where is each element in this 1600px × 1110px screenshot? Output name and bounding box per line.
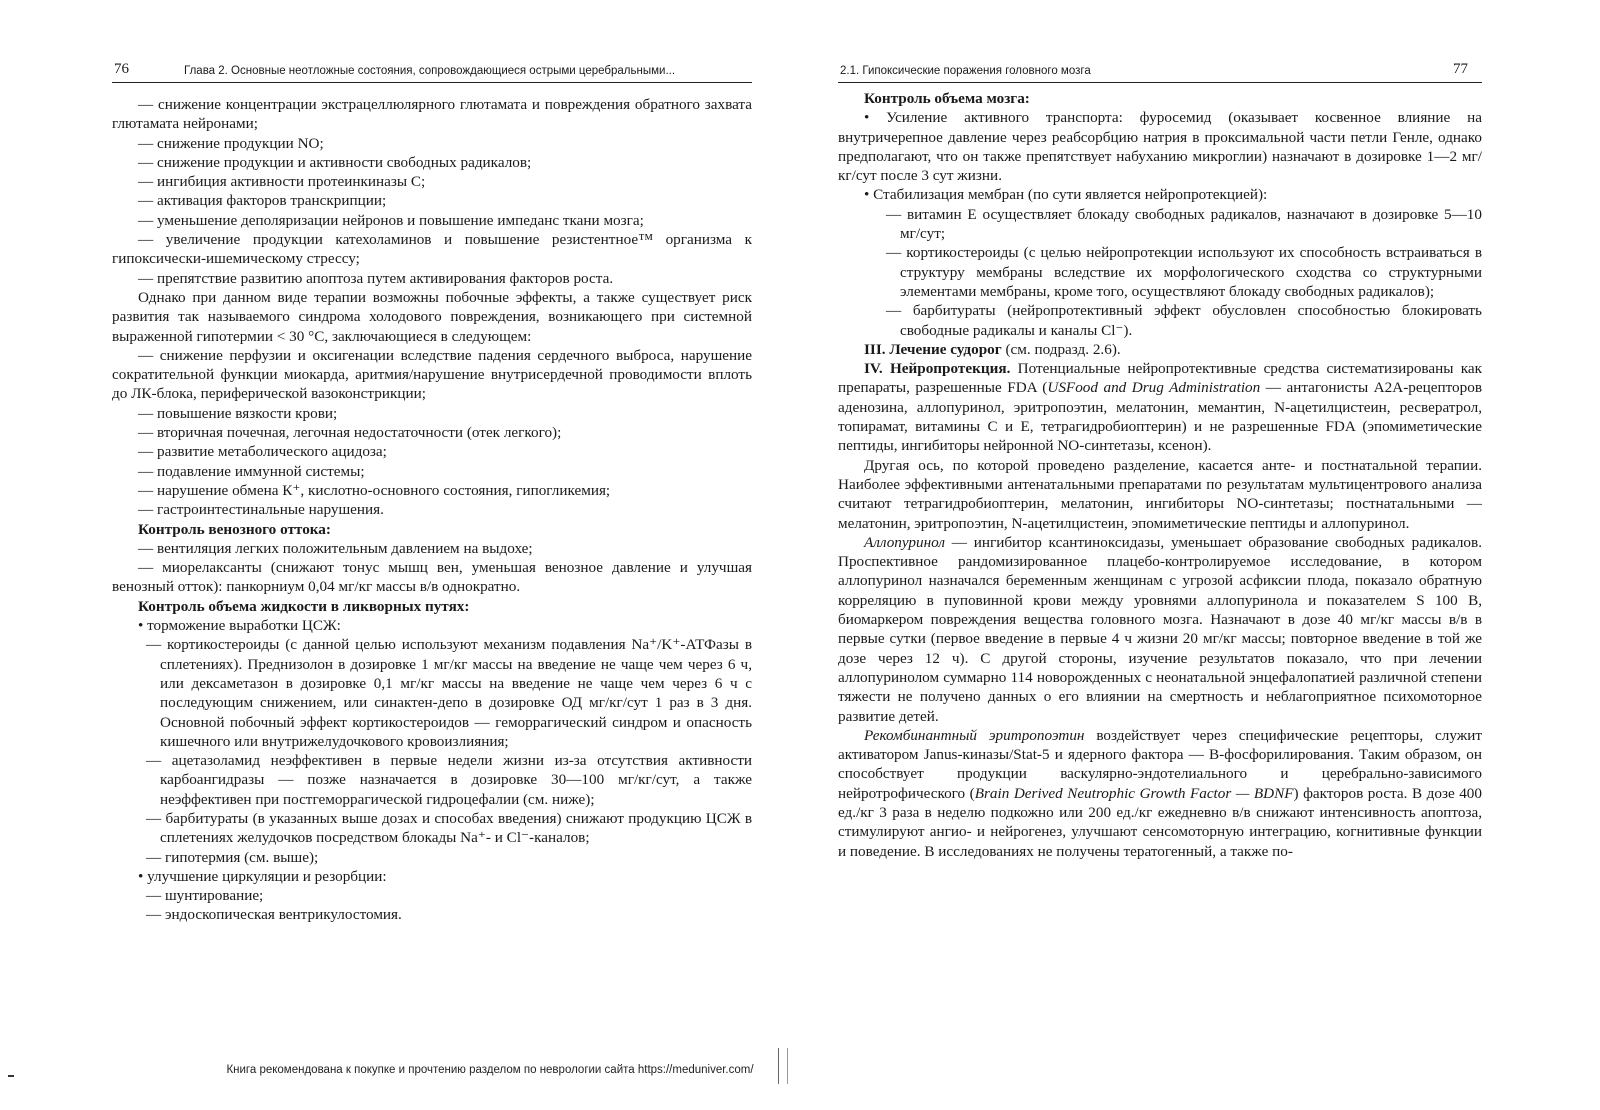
footer-note: Книга рекомендована к покупке и прочтению разделом по неврологии сайта https://meduniver.com/: [226, 1064, 754, 1076]
page-body: [838, 89, 1482, 861]
page-number: 77: [1453, 61, 1468, 77]
paragraph: — активация факторов транскрипции;: [138, 192, 387, 210]
paragraph: Другая ось, по которой проведено разделение, касается анте- и постнатальной терапии. Наиболее эффективными антенатальными препаратами по результатам мультицентрового анализа считают тетрагидробиоптерин, мелатонин, ингибиторы NO-синтетазы; постнатальными — мелатонин, эритропоэтин, N-ацетилцистеин, эпомиметические пептиды и аллопуринол.: [838, 456, 1482, 532]
paragraph: Рекомбинантный эритропоэтин воздействует через специфические рецепторы, служит активатором Janus-киназы/Stat-5 и ядерного фактора — В-фосфорилирования. Таким образом, он способствует продукции васкулярно-эндотелиального и церебрально-зависимого нейротрофического (Brain Derived Neutrophic Growth Factor — BDNF) факторов роста. В дозе 400 ед./кг 3 раза в неделю подкожно или 200 ед./кг ежедневно в/в снижают интенсивность апоптоза, стимулируют ангио- и нейрогенез, улучшают сенсомоторную интеграцию, когнитивные функции и поведение. В исследованиях не получены тератогенный, а также по-: [838, 726, 1482, 860]
paragraph: — снижение перфузии и оксигенации вследствие падения сердечного выброса, нарушение сократительной функции миокарда, аритмия/нарушение внутрисердечной проводимости вплоть до ЛК-блока, периферической вазоконстрикции;: [112, 346, 752, 403]
paragraph: Контроль объема жидкости в ликворных путях:: [138, 597, 470, 615]
scan-edge-mark: [8, 1075, 14, 1077]
paragraph: — снижение продукции NO;: [138, 134, 324, 152]
paragraph: Однако при данном виде терапии возможны побочные эффекты, а также существует риск развития так называемого синдрома холодового повреждения, возникающего при системной выраженной гипотермии < 30 °С, заключающиеся в следующем:: [112, 288, 752, 345]
paragraph: — эндоскопическая вентрикулостомия.: [146, 906, 402, 924]
paragraph: — гастроинтестинальные нарушения.: [138, 501, 384, 519]
paragraph: — кортикостероиды (с данной целью используют механизм подавления Na⁺/K⁺-АТФазы в сплетениях). Преднизолон в дозировке 1 мг/кг массы на введение не чаще чем через 6 ч, или дексаметазон в дозировке 0,1 мг/кг массы на введение не чаще чем через 6 ч с последующим снижением, или синактен-депо в дозировке ОД мг/кг/сут 1 раз в 3 дня. Основной побочный эффект кортикостероидов — геморрагический синдром и опасность кишечного или внутрижелудочкового кровоизлияния;: [146, 636, 752, 750]
paragraph: • улучшение циркуляции и резорбции:: [138, 867, 387, 885]
paragraph: — препятствие развитию апоптоза путем активирования факторов роста.: [138, 269, 614, 287]
left-page: [112, 56, 752, 925]
paragraph: — уменьшение деполяризации нейронов и повышение импеданс ткани мозга;: [138, 211, 644, 229]
paragraph: — подавление иммунной системы;: [138, 462, 365, 480]
paragraph: — нарушение обмена К⁺, кислотно-основного состояния, гипогликемия;: [138, 481, 611, 499]
paragraph: — барбитураты (нейропротективный эффект обусловлен способностью блокировать свободные радикалы и каналы Cl⁻).: [886, 302, 1482, 339]
chapter-title: Глава 2. Основные неотложные состояния, сопровождающиеся острыми церебральными...: [184, 65, 676, 77]
section-title: 2.1. Гипоксические поражения головного мозга: [840, 65, 1091, 77]
running-header: [112, 56, 752, 83]
paragraph: — ацетазоламид неэффективен в первые недели жизни из-за отсутствия активности карбоангидразы — позже назначается в дозировке 30—100 мг/кг/сут, а также неэффективен при постгеморрагической гидроцефалии (см. ниже);: [146, 752, 752, 808]
paragraph: III. Лечение судорог (см. подразд. 2.6).: [864, 340, 1121, 358]
paragraph: — снижение продукции и активности свободных радикалов;: [138, 153, 532, 171]
paragraph: — развитие метаболического ацидоза;: [138, 443, 387, 461]
paragraph: — гипотермия (см. выше);: [146, 848, 319, 866]
paragraph: — витамин Е осуществляет блокаду свободных радикалов, назначают в дозировке 5—10 мг/сут;: [886, 205, 1482, 243]
page-body: [112, 95, 752, 925]
paragraph: Аллопуринол — ингибитор ксантиноксидазы, уменьшает образование свободных радикалов. Проспективное рандомизированное плацебо-контролируемое исследование, в котором аллопуринол назначался беременным женщинам с угрозой асфиксии плода, показало обратную корреляцию в пуповинной крови между уровнями аллопуринола и показателем S 100 В, биомаркером повреждения вещества головного мозга. Назначают в дозе 40 мг/кг массы в/в в первые сутки (первое введение в первые 4 ч жизни 20 мг/кг массы; повторное введение в той же дозе через 12 ч). С другой стороны, изучение результатов показало, что при лечении аллопуринолом суммарно 114 новорожденных с неонатальной энцефалопатией различной степени тяжести не получено данных о его влиянии на смертность и неблагоприятное психомоторное развитие детей.: [838, 533, 1482, 725]
paragraph: Контроль объема мозга:: [864, 90, 1030, 107]
paragraph: — вторичная почечная, легочная недостаточности (отек легкого);: [138, 424, 562, 442]
paragraph: — миорелаксанты (снижают тонус мышц вен, уменьшая венозное давление и улучшая венозный отток): панкорниум 0,04 мг/кг массы в/в однократно.: [112, 559, 752, 596]
paragraph: • торможение выработки ЦСЖ:: [138, 617, 341, 635]
paragraph: — барбитураты (в указанных выше дозах и способах введения) снижают продукцию ЦСЖ в сплетениях желудочков посредством блокады Na⁺- и Cl⁻-каналов;: [146, 809, 752, 847]
paragraph: Контроль венозного оттока:: [138, 520, 331, 538]
paragraph: — ингибиция активности протеинкиназы С;: [138, 173, 426, 191]
paragraph: — снижение концентрации экстрацеллюлярного глютамата и повреждения обратного захвата глютамата нейронами;: [112, 96, 752, 133]
paragraph: — увеличение продукции катехоламинов и повышение резистентное™ организма к гипоксически-ишемическому стрессу;: [112, 231, 752, 268]
right-page: [838, 56, 1482, 861]
paragraph: IV. Нейропротекция. Потенциальные нейропротективные средства систематизированы как препараты, разрешенные FDA (USFood and Drug Administration — антагонисты А2А-рецепторов аденозина, аллопуринол, эритропоэтин, мелатонин, мемантин, N-ацетилцистеин, ресвератрол, топирамат, витамины С и Е, тетрагидробиоптерин) и не разрешенные FDA (эпомиметические пептиды, ингибиторы нейронной NO-синтетазы, ксенон).: [838, 360, 1482, 455]
paragraph: • Стабилизация мембран (по сути является нейропротекцией):: [864, 186, 1268, 204]
paragraph: — вентиляция легких положительным давлением на выдохе;: [138, 539, 533, 557]
paragraph: — повышение вязкости крови;: [138, 404, 338, 422]
paragraph: • Усиление активного транспорта: фуросемид (оказывает косвенное влияние на внутричерепное давление через реабсорбцию натрия в проксимальной части петли Генле, однако предполагают, что он также препятствует набуханию микроглии) назначают в дозировке 1—2 мг/кг/сут после 3 сут жизни.: [838, 109, 1482, 185]
paragraph: — кортикостероиды (с целью нейропротекции используют их способность встраиваться в структуру мембраны вследствие их морфологического сходства со структурными элементами мембраны, кроме того, осуществляют блокаду свободных радикалов);: [886, 244, 1482, 300]
running-header: [838, 56, 1482, 83]
page-number: 76: [114, 61, 129, 77]
paragraph: — шунтирование;: [146, 887, 264, 905]
